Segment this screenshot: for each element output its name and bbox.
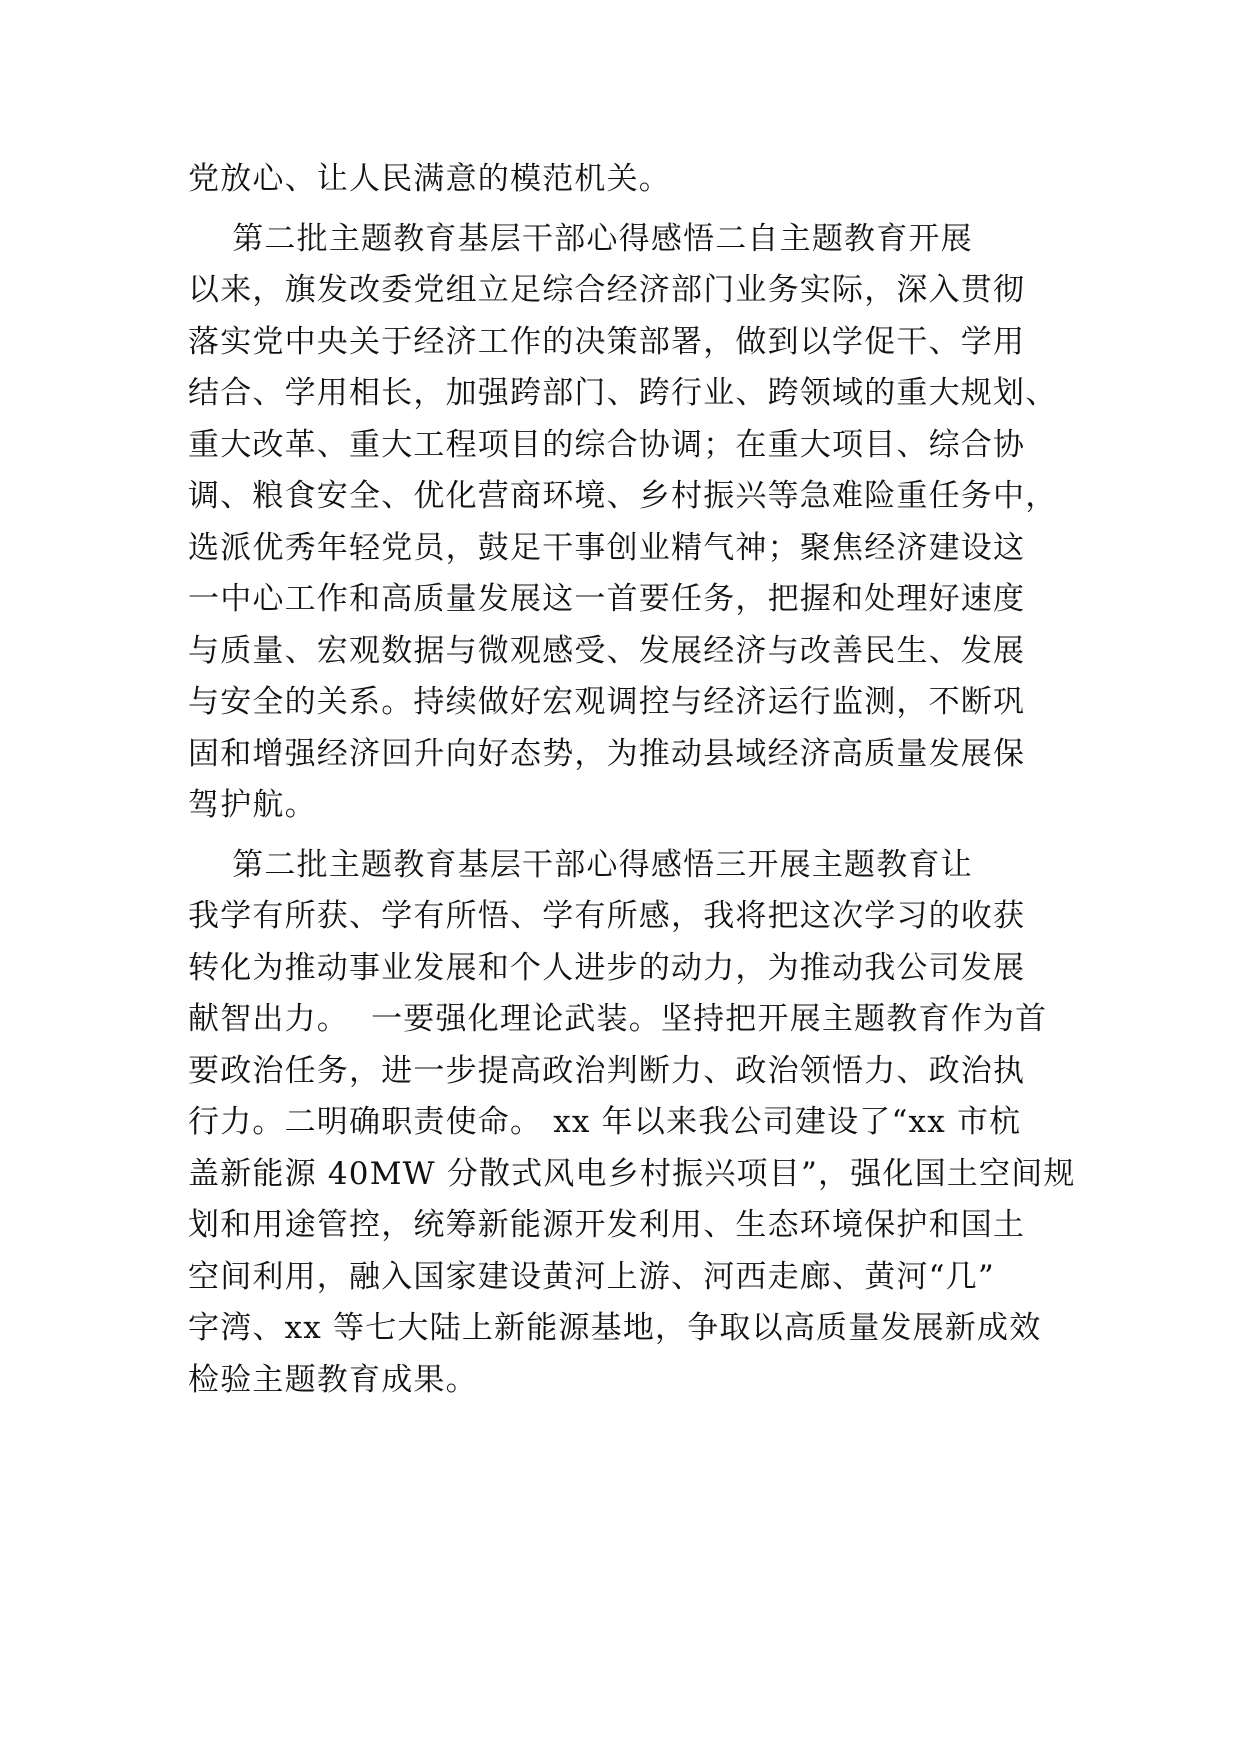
text-line: 选派优秀年轻党员，鼓足干事创业精气神；聚焦经济建设这 bbox=[188, 529, 1026, 566]
text-line: 字湾、xx 等七大陆上新能源基地，争取以高质量发展新成效 bbox=[188, 1310, 1042, 1346]
text-line: 驾护航。 bbox=[188, 787, 317, 823]
text-line: 我学有所获、学有所悟、学有所感，我将把这次学习的收获 bbox=[188, 898, 1026, 934]
text-line: 检验主题教育成果。 bbox=[188, 1361, 478, 1398]
text-line: 献智出力。 一要强化理论武装。坚持把开展主题教育作为首 bbox=[188, 1001, 1048, 1037]
text-line: 第二批主题教育基层干部心得感悟三开展主题教育让 bbox=[188, 846, 973, 883]
text-line: 固和增强经济回升向好态势，为推动县域经济高质量发展保 bbox=[188, 735, 1026, 772]
text-line: 第二批主题教育基层干部心得感悟二自主题教育开展 bbox=[188, 220, 973, 257]
document-body bbox=[188, 154, 1076, 1406]
text-line: 结合、学用相长，加强跨部门、跨行业、跨领域的重大规划、 bbox=[188, 375, 1058, 411]
text-line: 落实党中央关于经济工作的决策部署，做到以学促干、学用 bbox=[188, 323, 1026, 360]
text-line: 党放心、让人民满意的模范机关。 bbox=[188, 161, 671, 197]
text-line: 与质量、宏观数据与微观感受、发展经济与改善民生、发展 bbox=[188, 632, 1026, 669]
paragraph-2 bbox=[188, 214, 1068, 832]
text-line: 与安全的关系。持续做好宏观调控与经济运行监测，不断巩 bbox=[188, 684, 1026, 720]
text-line: 划和用途管控，统筹新能源开发利用、生态环境保护和国土 bbox=[188, 1207, 1026, 1243]
text-line: 要政治任务，进一步提高政治判断力、政治领悟力、政治执 bbox=[188, 1052, 1026, 1089]
text-line: 以来，旗发改委党组立足综合经济部门业务实际，深入贯彻 bbox=[188, 272, 1026, 308]
text-line: 调、粮食安全、优化营商环境、乡村振兴等急难险重任务中， bbox=[188, 478, 1058, 514]
text-line: 空间利用，融入国家建设黄河上游、河西走廊、黄河“几” bbox=[188, 1258, 995, 1295]
text-line: 盖新能源 40MW 分散式风电乡村振兴项目”，强化国土空间规 bbox=[188, 1155, 1076, 1192]
paragraph-3 bbox=[188, 840, 1076, 1407]
text-line: 一中心工作和高质量发展这一首要任务，把握和处理好速度 bbox=[188, 581, 1026, 617]
text-line: 行力。二明确职责使命。 xx 年以来我公司建设了“xx 市杭 bbox=[188, 1104, 1022, 1140]
text-line: 重大改革、重大工程项目的综合协调；在重大项目、综合协 bbox=[188, 426, 1026, 463]
text-line: 转化为推动事业发展和个人进步的动力，为推动我公司发展 bbox=[188, 949, 1026, 986]
paragraph-1 bbox=[188, 154, 1068, 206]
